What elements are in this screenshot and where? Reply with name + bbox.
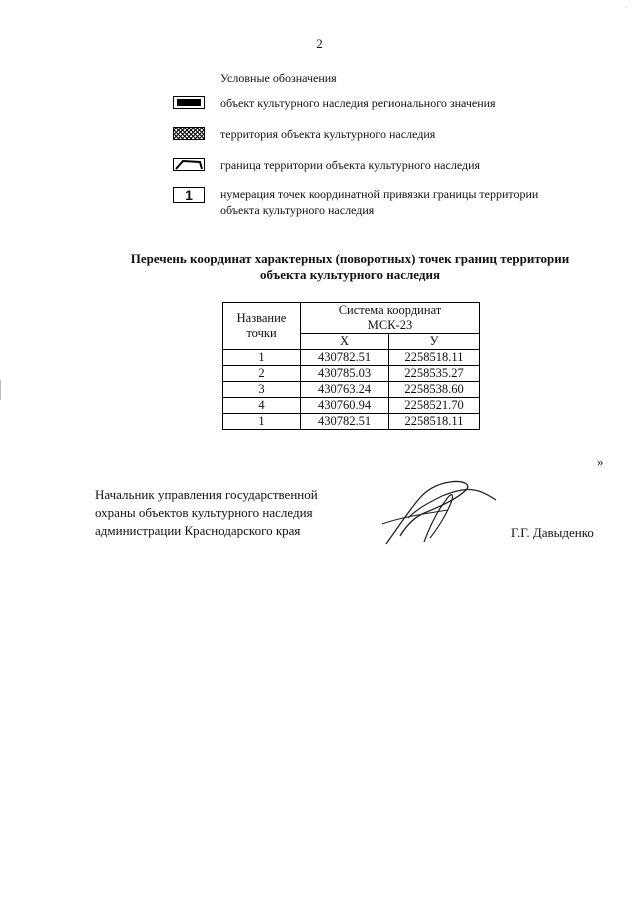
handwritten-signature-icon [378, 478, 498, 557]
header-system-line1: Система координат [338, 303, 442, 317]
hatched-territory-swatch-icon [173, 127, 205, 140]
cell-x: 430785.03 [301, 366, 389, 382]
header-system-line2: МСК-23 [367, 318, 413, 332]
header-y: У [389, 334, 480, 350]
cell-y: 2258518.11 [389, 414, 480, 430]
header-coordinate-system [301, 303, 480, 334]
boundary-line-swatch-icon [173, 158, 205, 171]
cell-y: 2258518.11 [389, 350, 480, 366]
position-line-3: администрации Краснодарского края [95, 523, 301, 538]
scan-edge-mark [0, 380, 1, 400]
header-point-name-line1: Название [236, 311, 287, 325]
legend-item-label: объект культурного наследия регионального значения [220, 96, 496, 110]
header-point-name [223, 303, 301, 350]
scan-mark: · [625, 4, 628, 12]
legend-title: Условные обозначения [220, 71, 337, 85]
cell-point: 1 [223, 414, 301, 430]
cell-y: 2258521.70 [389, 398, 480, 414]
position-line-2: охраны объектов культурного наследия [95, 505, 313, 520]
table-row [223, 398, 480, 414]
cell-y: 2258535.27 [389, 366, 480, 382]
legend-item-label: граница территории объекта культурного наследия [220, 158, 481, 172]
table-row [223, 382, 480, 398]
position-line-1: Начальник управления государственной [95, 487, 318, 502]
legend-item-label: нумерация точек координатной привязки границы территории объекта культурного наследия [220, 187, 539, 217]
table-row [223, 366, 480, 382]
cell-x: 430782.51 [301, 350, 389, 366]
heading-line-1: Перечень координат характерных (поворотных) точек границ территории [130, 251, 570, 266]
coordinates-table [222, 302, 480, 430]
table-row [223, 414, 480, 430]
cell-y: 2258538.60 [389, 382, 480, 398]
header-point-name-line2: точки [246, 326, 277, 340]
signer-name: Г.Г. Давыденко [511, 525, 594, 540]
closing-quote: » [597, 454, 604, 469]
cell-point: 1 [223, 350, 301, 366]
cell-x: 430763.24 [301, 382, 389, 398]
cell-point: 3 [223, 382, 301, 398]
heading-line-2: объекта культурного наследия [260, 267, 440, 282]
page-number: 2 [316, 36, 323, 51]
signatory-position [95, 486, 318, 540]
cell-x: 430760.94 [301, 398, 389, 414]
table-row [223, 350, 480, 366]
cell-point: 2 [223, 366, 301, 382]
legend-item-label: территория объекта культурного наследия [220, 127, 436, 141]
point-number-swatch-icon: 1 [173, 187, 205, 203]
header-x: X [301, 334, 389, 350]
cell-x: 430782.51 [301, 414, 389, 430]
coordinates-heading [80, 251, 620, 283]
solid-object-swatch-icon [173, 96, 205, 109]
cell-point: 4 [223, 398, 301, 414]
